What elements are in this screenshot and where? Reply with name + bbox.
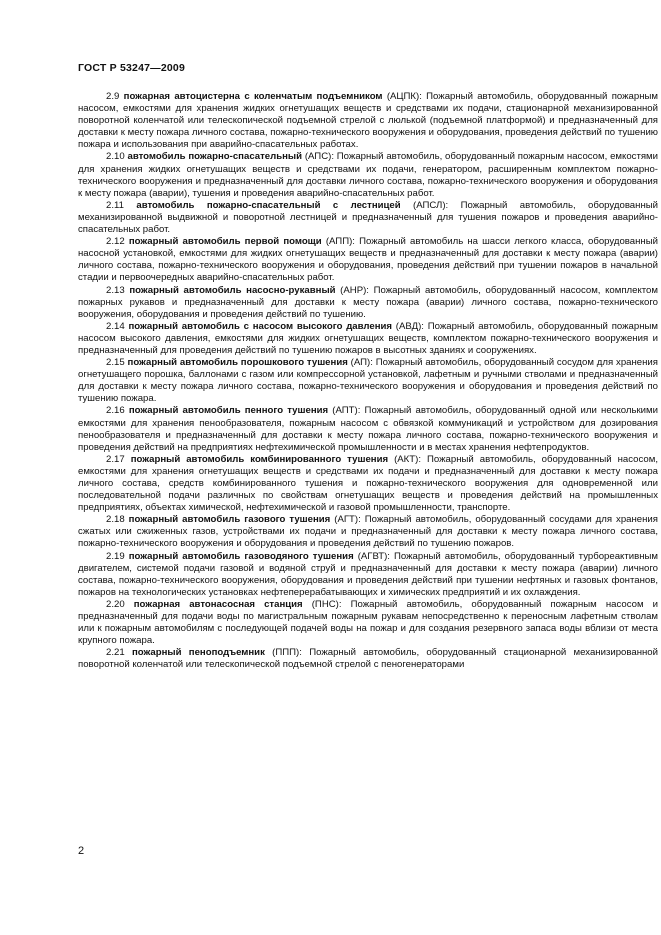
definition-term: пожарный автомобиль пенного тушения [128, 405, 329, 417]
definition-term: пожарный пеноподъемник [131, 647, 265, 659]
definition-text: (ПНС): Пожарный автомобиль, оборудованный пожарным насосом и предназначенный для подачи воды по магистральным пожарным рукавам непосредственно к переносным лафетным стволам или к пожарным автомобилям с последующей подачей воды на пожар и для создания резервного запаса воды вблизи от места крупного пожара. [78, 598, 658, 647]
definition-term: пожарный автомобиль комбинированного тушения [130, 453, 389, 465]
definition-text: (АПП): Пожарный автомобиль на шасси легкого класса, оборудованный насосной установкой, емкостями для жидких огнетушащих веществ и предназначенный для доставки к месту пожара (аварии) личного состава, пожарно-технического вооружения и оборудования, проведения действий при тушении пожаров в начальной стадии и первоочередных аварийно-спасательных работ. [78, 236, 658, 284]
definition-2-20 [78, 599, 658, 647]
definition-term: пожарный автомобиль первой помощи [128, 236, 322, 248]
definition-2-9 [78, 91, 658, 151]
definition-2-11 [78, 200, 658, 236]
definition-term: пожарный автомобиль газового тушения [128, 514, 331, 526]
definition-text: (АПТ): Пожарный автомобиль, оборудованный одной или несколькими емкостями для хранения пенообразователя, пожарным насосом с обвязкой коммуникаций и устройством для дозирования пенообразователя и предназначенный для доставки к месту пожара личного состава, пожарно-технического вооружения и проведения действий на предприятиях нефтехимической промышленности и в местах хранения нефтепродуктов. [78, 405, 658, 453]
definition-text: (АПСЛ): Пожарный автомобиль, оборудованный механизированной выдвижной и поворотной лестницей и предназначенный для тушения пожаров и проведения аварийно-спасательных работ. [78, 199, 658, 236]
definition-number: 2.14 [106, 320, 125, 332]
definition-2-19 [78, 551, 658, 599]
document-header: ГОСТ Р 53247—2009 [78, 62, 186, 74]
definition-term: пожарный автомобиль с насосом высокого давления [128, 320, 393, 332]
definition-number: 2.21 [106, 647, 125, 659]
definition-number: 2.20 [106, 598, 125, 610]
definition-number: 2.10 [106, 151, 125, 163]
definition-text: (АЦПК): Пожарный автомобиль, оборудованный пожарным насосом, емкостями для хранения жидких огнетушащих веществ и средствами их подачи, стационарной механизированной поворотной коленчатой или телескопической подъемной стрелой с люлькой (подъемной платформой) и предназначенный для доставки к месту пожара личного состава, пожарно-технического вооружения и оборудования, проведения действий по тушению пожара и использования при аварийно-спасательных работах. [78, 91, 658, 151]
definition-text: (АГТ): Пожарный автомобиль, оборудованный сосудами для хранения сжатых или сжиженных газов, устройствами их подачи и предназначенный для доставки к месту пожара личного состава, пожарно-технического вооружения и оборудования и проведения действий по тушению пожаров. [78, 514, 658, 550]
definition-2-14 [78, 321, 658, 357]
definition-2-13 [78, 285, 658, 321]
definition-text: (АГВТ): Пожарный автомобиль, оборудованный турбореактивным двигателем, системой подачи газовой и водяной струй и предназначенный для доставки к месту пожара (аварии) личного состава, пожарно-технического вооружения, оборудования и проведения действий при тушении нефтяных и газовых фонтанов, пожаров на технологических установках нефтеперерабатывающих и химических предприятий и их охлаждения. [78, 550, 658, 598]
definition-term: автомобиль пожарно-спасательный [127, 151, 303, 163]
definition-number: 2.12 [106, 236, 125, 248]
definition-number: 2.17 [106, 453, 125, 465]
definition-text: (АВД): Пожарный автомобиль, оборудованный пожарным насосом высокого давления, емкостями для жидких огнетушащих веществ, комплектом пожарно-технического вооружения и предназначенный для проведения действий по тушению пожаров в высотных зданиях и сооружениях. [78, 320, 658, 356]
definition-2-21 [78, 647, 658, 671]
definition-term: пожарная автоцистерна с коленчатым подъемником [123, 91, 383, 102]
definition-number: 2.15 [106, 357, 125, 369]
definition-text: (АПС): Пожарный автомобиль, оборудованный пожарным насосом, емкостями для хранения жидких огнетушащих веществ и средствами их подачи, генератором, расширенным комплектом пожарно-технического вооружения и предназначенный для доставки личного состава, пожарно-технического вооружения и оборудования к месту пожара (аварии), тушения и проведения аварийно-спасательных работ. [78, 151, 658, 199]
definition-2-17 [78, 454, 658, 514]
definition-text: (АП): Пожарный автомобиль, оборудованный сосудом для хранения огнетушащего порошка, баллонами с газом или компрессорной установкой, лафетным и ручными стволами и предназначенный для доставки к месту пожара личного состава, пожарно-технического вооружения и оборудования и проведения действий по тушению пожара. [78, 357, 658, 405]
definition-text: (АКТ): Пожарный автомобиль, оборудованный насосом, емкостями для хранения огнетушащих веществ и средствами их подачи и предназначенный для доставки к месту пожара личного состава, средств комбинированного тушения и пожарно-технического вооружения для одновременной или последовательной подачи различных по свойствам огнетушащих веществ и проведения действий на промышленных предприятиях, объектах химической, нефтехимической и газовой промышленности, транспорте. [78, 453, 658, 514]
page-number: 2 [78, 845, 85, 857]
definition-2-12 [78, 236, 658, 284]
document-body [78, 91, 658, 672]
definition-text: (АНР): Пожарный автомобиль, оборудованный насосом, комплектом пожарных рукавов и предназначенный для доставки к месту пожара (аварии) личного состава, пожарно-технического вооружения, оборудования и проведения действий по тушению. [78, 284, 658, 320]
definition-number: 2.9 [106, 91, 120, 102]
definition-number: 2.13 [106, 284, 125, 296]
definition-number: 2.19 [106, 550, 125, 562]
definition-number: 2.18 [106, 514, 125, 526]
definition-text: (ППП): Пожарный автомобиль, оборудованный стационарной механизированной поворотной коленчатой или телескопической подъемной стрелой с пеногенераторами [78, 647, 658, 671]
definition-term: пожарный автомобиль порошкового тушения [127, 357, 348, 369]
definition-number: 2.16 [106, 405, 125, 417]
definition-2-15 [78, 357, 658, 405]
definition-term: пожарный автомобиль газоводяного тушения [128, 550, 354, 562]
definition-term: пожарная автонасосная станция [133, 598, 303, 610]
definition-number: 2.11 [106, 199, 124, 211]
definition-2-18 [78, 514, 658, 550]
definition-2-16 [78, 405, 658, 453]
definition-term: пожарный автомобиль насосно-рукавный [129, 284, 336, 296]
definition-2-10 [78, 151, 658, 199]
definition-term: автомобиль пожарно-спасательный с лестницей [136, 199, 401, 211]
